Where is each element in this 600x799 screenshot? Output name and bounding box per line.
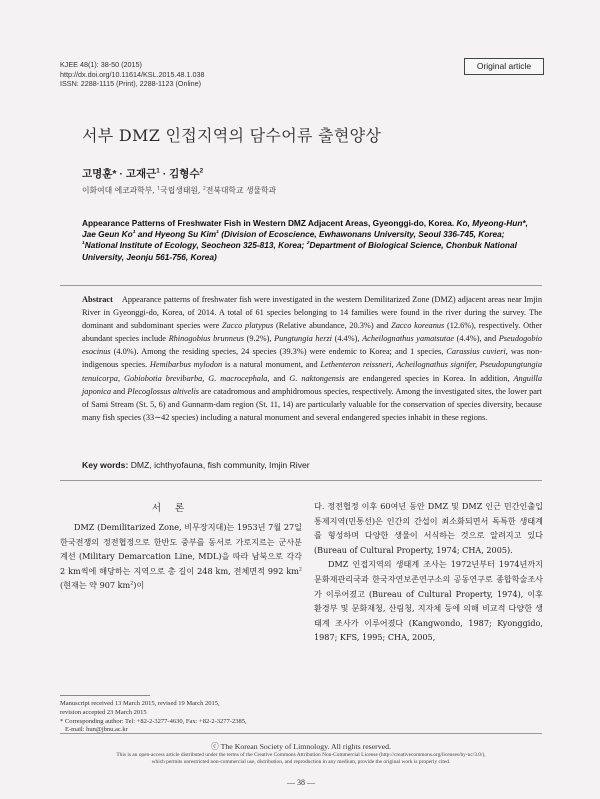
abstract-label: Abstract [82,295,113,304]
journal-citation [60,60,205,89]
license-line: which permits unrestricted non-commercial use, distribution, and reproduction in any medium, provide the original work is properly cited. [151,759,451,766]
paragraph: 다. 정전협정 이후 60여년 동안 DMZ 및 DMZ 인근 민간인출입통제지역(민통선)은 인간의 간섭이 최소화되면서 독특한 생태계를 형성하며 다양한 생물이 서식하는 것으로 알려지고 있다 (Bureau of Cultural Property, 1974; CHA, 2005). [314,501,543,555]
affil-text: 이화여대 에코과학부, [82,186,158,195]
abstract-text: Appearance patterns of freshwater fish were investigated in the western Demilitarized Zone (DMZ) adjacent areas near Imjin River in Gyeonggi-do, Korea, of 2014. A total of 61 species belonging to 14 families were found in the river during the survey. The dominant and subdominant species were [82,295,542,331]
affil-marker: 1 [157,186,161,192]
abstract-text: is a natural monument, and [222,360,321,370]
footnote-email[interactable]: E-mail: hun@jbnu.ac.kr [65,726,128,734]
english-affiliation: (Division of Ecoscience, Ewhawonans University, Seoul 336-745, Korea; [218,229,505,240]
copyright-line: ⓒ The Korean Society of Limnology. All rights reserved. [211,742,391,751]
affil-marker: 2 [306,240,310,247]
issn-line: ISSN: 2288-1115 (Print), 2288-1123 (Online) [60,79,202,89]
species-name: Anguilla japonica [82,373,543,396]
author-separator: · [159,168,170,180]
affil-marker: 1 [216,229,219,236]
author-3: 김형수 [169,168,200,180]
paragraph: DMZ 인접지역의 생태계 조사는 1972년부터 1974년까지 문화재관리국과 한국자연보존연구소의 공동연구로 종합학술조사가 이루어졌고 (Bureau of Cultural Property, 1974), 이후 환경부 및 문화재청, 산림청, 지자체 등에 의해 비교적 다양한 생태계 조사가 이루어졌다 (Kangwondo, 1987; Kyonggido, 1987; KFS, 1995; CHA, 2005, [314,559,543,643]
page-number: — 38 — [287,778,315,787]
article-type-badge: Original article [464,58,544,75]
species-name: Pseudogobio esocinus [82,334,543,357]
abstract-text: (4.0%). Among the residing species, 24 species (39.3%) were endemic to Korea; and 1 species, [110,347,447,357]
section-heading-introduction: 서론 [151,503,199,514]
paragraph-text: (현재는 약 907 km [60,580,131,591]
paragraph-text: )이 [133,580,145,591]
english-authors: Ko, Myeong-Hun*, Jae Geun Ko [82,218,528,240]
affil-marker: 1 [156,167,160,175]
species-name: Hemibarbus mylodon [149,360,223,370]
footnote-received: Manuscript received 13 March 2015, revised 19 March 2015, [60,700,220,707]
affil-marker: 2 [202,186,206,192]
english-title: Appearance Patterns of Freshwater Fish in Western DMZ Adjacent Areas, Gyeonggi-do, Korea. [82,218,455,228]
english-affiliation: Department of Biological Science, Chonbuk National University, Jeonju 561-756, Korea) [82,240,517,262]
body-column-left [60,520,302,593]
abstract-text: and [111,386,128,396]
species-name: Rhinogobius brunneus [168,334,244,344]
abstract-text: (9.2%), [244,334,275,344]
doi-link[interactable]: http://dx.doi.org/10.11614/KSL.2015.48.1.038 [60,69,205,79]
superscript: 2 [130,580,134,587]
keywords-label: Key words: [82,460,129,470]
abstract-text: (4.4%), [331,334,363,344]
license-text [60,752,542,766]
keywords [82,460,310,470]
english-title-block [82,218,542,263]
abstract-text: (Relative abundance, 20.3%) and [273,321,392,331]
body-column-right [314,499,543,645]
affil-marker: 1 [132,229,136,236]
license-line: This is an open-access article distributed under the terms of the Creative Commons Attribution Non-Commercial License (http://creativecommons.org/licenses/by-nc/3.0/), [116,752,486,758]
affil-marker: 1 [82,240,85,247]
footnote [60,700,300,735]
abstract-text: are endangered species in Korea. In addition, [344,373,514,383]
english-authors: and Hyeong Su Kim [135,229,217,240]
author-separator: · [116,168,126,180]
affil-text: 국립생태원, [160,186,203,195]
species-name: Lethenteron reissneri, Acheilognathus signifer, Pseudopungtungia tenuicorpa, Gobiobotia brevibarba, G. macrocephala [82,360,542,383]
affiliation-korean [82,185,276,196]
abstract [82,293,542,424]
divider-top [60,285,542,286]
author-2: 고재근 [125,168,157,180]
footnote-divider [60,695,150,696]
abstract-text: , and [267,373,290,383]
species-name: Carassius cuvieri [446,347,506,357]
abstract-text: are catadromous and amphidromous species, respectively. Among the investigated sites, the lower part of Sami Stream (St. 5, 6) and Gunnarm-dam region (St. 11, 14) are particularly valuable for the conservation of species diversity, because many fish species (33∼42 species) including a natural monument and several endangered species inhabit in these regions. [82,386,542,422]
journal-volume-line: KJEE 48(1): 38-50 (2015) [60,60,142,69]
affil-marker: 2 [199,167,204,175]
species-name: Zacco platypus [222,321,274,331]
paragraph-text: DMZ (Demilitarized Zone, 비무장지대)는 1953년 7월 27일 한국전쟁의 정전협정으로 한반도 중부를 동서로 가로지르는 군사분계선 (Military Demarcation Line, MDL)을 따라 남북으로 각각 2 km씩에 해당하는 지역으로 총 길이 248 km, 전체면적 992 km [60,522,302,576]
abstract-text: (12.6%), respectively. Other abundant species include [82,321,543,344]
abstract-text: , was non-indigenous species. [82,347,542,370]
page-title: 서부 DMZ 인접지역의 담수어류 출현양상 [82,126,382,145]
footnote-accepted: revision accepted 23 March 2015 [60,708,147,716]
superscript: 2 [298,566,302,573]
authors-korean [82,166,203,181]
footnote-corresponding: * Corresponding author: Tel: +82-2-3277-4630, Fax: +82-2-3277-2385, [60,717,247,725]
author-1: 고명훈* [82,168,117,180]
species-name: Zacco koreanus [391,321,445,331]
keywords-text: DMZ, ichthyofauna, fish community, Imjin River [128,460,310,470]
paragraph [60,520,302,593]
affil-text: 전북대학교 생물학과 [205,186,277,195]
species-name: Pungtungia herzi [274,334,332,344]
divider-license [60,733,542,734]
species-name: Acheilognathus yamatsutae [362,334,455,344]
abstract-text: (4.4%), and [454,334,499,344]
divider-bottom [60,480,542,481]
species-name: G. naktongensis [289,373,345,383]
species-name: Plecoglossus altivelis [127,386,199,396]
english-affiliation: National Institute of Ecology, Seocheon 325-813, Korea; [84,240,307,251]
